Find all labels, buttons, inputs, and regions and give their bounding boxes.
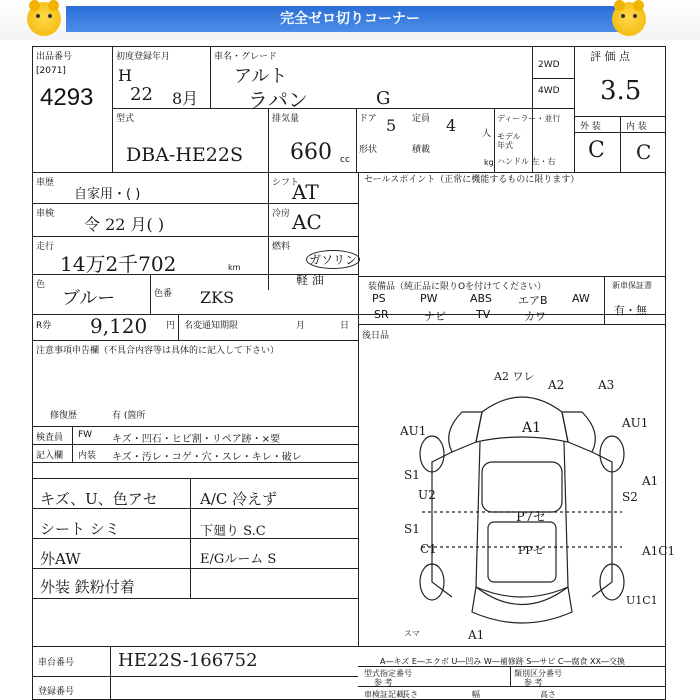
header-banner bbox=[0, 0, 700, 40]
equipment-grid bbox=[366, 292, 602, 322]
diagram-label-u2: U2 bbox=[418, 488, 436, 502]
equip-aw: AW bbox=[572, 292, 590, 305]
length-label: 長さ bbox=[402, 690, 418, 699]
exterior-label: 外 装 bbox=[580, 122, 601, 132]
repair-history-value: 有 (箇所 bbox=[112, 411, 146, 421]
cert-number-sub: 参 考 bbox=[374, 678, 393, 687]
doors-value: 5 bbox=[386, 116, 397, 135]
inspection-label: 車検 bbox=[36, 209, 55, 219]
model-grade: ラパン bbox=[248, 88, 308, 112]
fuel-gasoline: ガソリン bbox=[306, 250, 360, 269]
fw-label: FW bbox=[78, 430, 93, 440]
color-number-label: 色番 bbox=[154, 289, 173, 299]
diagram-label-a1c1: A1C1 bbox=[642, 544, 676, 558]
diagram-label-smart: スマ bbox=[404, 629, 420, 638]
load-label: 積載 bbox=[412, 145, 431, 155]
color-label: 色 bbox=[36, 280, 46, 290]
repair-history-label: 修復歴 bbox=[50, 411, 78, 421]
color-value: ブルー bbox=[62, 288, 116, 309]
in-label: 内装 bbox=[78, 451, 97, 461]
interior-label: 内 装 bbox=[626, 122, 647, 132]
warranty-label: 新車保証書 bbox=[612, 281, 652, 290]
load-unit: kg bbox=[484, 158, 494, 167]
remark-left-2: シート シミ bbox=[40, 520, 120, 538]
fuel-label: 燃料 bbox=[272, 242, 291, 252]
equip-pw: PW bbox=[420, 292, 438, 305]
shift-label: シフト bbox=[272, 178, 300, 188]
transfer-day: 日 bbox=[340, 321, 350, 331]
damage-legend: A―キズ E―エクボ U―凹み W―補修跡 S―サビ C―腐食 XX―交換 bbox=[380, 657, 626, 666]
diagram-label-s1-left: S1 bbox=[404, 468, 420, 482]
diagram-label-a1-hood: A1 bbox=[522, 420, 542, 436]
equip-sr: SR bbox=[374, 308, 389, 321]
remark-left-4: 外装 鉄粉付着 bbox=[40, 578, 135, 596]
equip-airbag: エアB bbox=[518, 294, 548, 307]
diagram-label-a1-rear: A1 bbox=[468, 628, 485, 642]
remark-right-2: 下廻り S.C bbox=[200, 524, 266, 539]
handle-label: ハンドル 左・右 bbox=[497, 157, 556, 166]
cert-number-label: 型式指定番号 bbox=[364, 669, 412, 678]
mileage-unit: km bbox=[228, 263, 241, 272]
model-label: 車名・グレード bbox=[214, 52, 278, 62]
diagram-label-s2: S2 bbox=[622, 490, 638, 504]
equip-navi: ナビ bbox=[424, 310, 446, 323]
rear-items-label: 後日品 bbox=[362, 331, 390, 341]
warranty-value: 有・無 bbox=[614, 304, 647, 317]
diagram-label-au1-left: AU1 bbox=[400, 424, 427, 438]
first-reg-label: 初度登録年月 bbox=[116, 52, 171, 62]
width-label: 幅 bbox=[472, 690, 480, 699]
exterior-grade: C bbox=[588, 138, 605, 163]
drive-2wd: 2WD bbox=[538, 60, 560, 70]
drive-4wd: 4WD bbox=[538, 86, 560, 96]
diagram-label-a3: A3 bbox=[598, 378, 615, 392]
diagram-label-a2: A2 bbox=[548, 378, 565, 392]
diagram-label-roof: P7セ bbox=[516, 510, 547, 525]
displacement-value: 660 bbox=[290, 140, 332, 165]
chassis-value: HE22S-166752 bbox=[118, 650, 258, 671]
recycle-unit: 円 bbox=[166, 321, 176, 331]
diagram-label-trunk: PPセ bbox=[518, 544, 544, 557]
chassis-label: 車台番号 bbox=[38, 658, 75, 668]
ac-value: AC bbox=[292, 210, 322, 234]
record-label: 記入欄 bbox=[36, 451, 64, 461]
fuel-diesel: 軽 油 bbox=[296, 273, 324, 287]
equipment-label: 装備品（純正品に限りOを付けてください） bbox=[368, 282, 547, 292]
diagram-label-u1c1: U1C1 bbox=[626, 594, 658, 607]
dims-label: 車検証記載 bbox=[364, 690, 404, 699]
capacity-unit: 人 bbox=[482, 129, 492, 139]
shape-label: 形状 bbox=[359, 145, 378, 155]
diagram-label-a2-crack: A2 ワレ bbox=[494, 370, 535, 383]
model-trim: G bbox=[376, 88, 391, 109]
class-number-label: 類別区分番号 bbox=[514, 669, 562, 678]
capacity-value: 4 bbox=[446, 116, 457, 135]
ac-label: 冷房 bbox=[272, 209, 291, 219]
doors-label: ドア bbox=[359, 114, 377, 124]
lot-id: [2071] bbox=[36, 66, 66, 76]
bear-mascot-icon bbox=[27, 2, 61, 36]
mileage-label: 走行 bbox=[36, 242, 55, 252]
height-label: 高さ bbox=[540, 690, 556, 699]
equip-cover: カワ bbox=[524, 310, 546, 323]
mileage-value: 14万2千702 bbox=[60, 252, 177, 276]
interior-grade: C bbox=[636, 140, 652, 164]
equip-ps: PS bbox=[372, 292, 386, 305]
capacity-label: 定員 bbox=[412, 114, 431, 124]
diagram-label-c1: C1 bbox=[420, 542, 437, 556]
diagram-label-s1-lower: S1 bbox=[404, 522, 420, 536]
transfer-month: 月 bbox=[296, 321, 306, 331]
model-name: アルト bbox=[234, 66, 288, 87]
inspection-value: 令 22 月( ) bbox=[84, 215, 165, 234]
shift-value: AT bbox=[292, 180, 319, 204]
lot-number: 4293 bbox=[40, 84, 94, 111]
class-number-sub: 参 考 bbox=[524, 678, 543, 687]
remark-right-1: A/C 冷えず bbox=[200, 490, 278, 508]
first-reg-month: 8月 bbox=[172, 89, 199, 108]
type-value: DBA-HE22S bbox=[126, 144, 243, 166]
sales-point-label: セールスポイント（正常に機能するものに限ります） bbox=[364, 175, 580, 185]
equip-tv: TV bbox=[476, 308, 491, 321]
displacement-label: 排気量 bbox=[272, 114, 300, 124]
score-value: 3.5 bbox=[600, 76, 642, 106]
first-reg-era: H bbox=[118, 66, 132, 85]
notes-label: 注意事項申告欄（不具合内容等は具体的に記入して下さい） bbox=[36, 346, 280, 356]
registration-label: 登録番号 bbox=[38, 687, 75, 697]
diagram-label-a1-right: A1 bbox=[642, 474, 659, 488]
history-value: 自家用・( ) bbox=[74, 187, 141, 202]
color-number-value: ZKS bbox=[200, 288, 235, 307]
lot-label: 出品番号 bbox=[36, 52, 73, 62]
type-label: 型式 bbox=[116, 114, 135, 124]
banner-title: 完全ゼロ切りコーナー bbox=[66, 6, 634, 32]
bear-mascot-icon bbox=[612, 2, 646, 36]
remark-left-1: キズ、U、色アセ bbox=[40, 490, 158, 508]
history-label: 車歴 bbox=[36, 178, 55, 188]
diagram-label-au1-right: AU1 bbox=[622, 416, 649, 430]
in-items: キズ・汚レ・コゲ・穴・スレ・キレ・破レ bbox=[112, 452, 302, 463]
remark-right-3: E/Gルーム S bbox=[200, 552, 277, 567]
recycle-label: R券 bbox=[36, 321, 52, 331]
fw-items: キズ・凹石・ヒビ割・リペア跡・×要 bbox=[112, 434, 280, 445]
model-year-label: モデル 年式 bbox=[497, 132, 521, 150]
equip-abs: ABS bbox=[470, 292, 492, 305]
dealer-label: ディーラー・並行 bbox=[497, 114, 561, 123]
first-reg-year: 22 bbox=[130, 84, 153, 105]
score-label: 評 価 点 bbox=[590, 50, 630, 63]
displacement-unit: cc bbox=[340, 155, 350, 165]
remark-left-3: 外AW bbox=[40, 550, 81, 568]
transfer-label: 名変通知期限 bbox=[184, 321, 239, 331]
inspector-label: 検査員 bbox=[36, 433, 64, 443]
recycle-value: 9,120 bbox=[90, 314, 148, 338]
